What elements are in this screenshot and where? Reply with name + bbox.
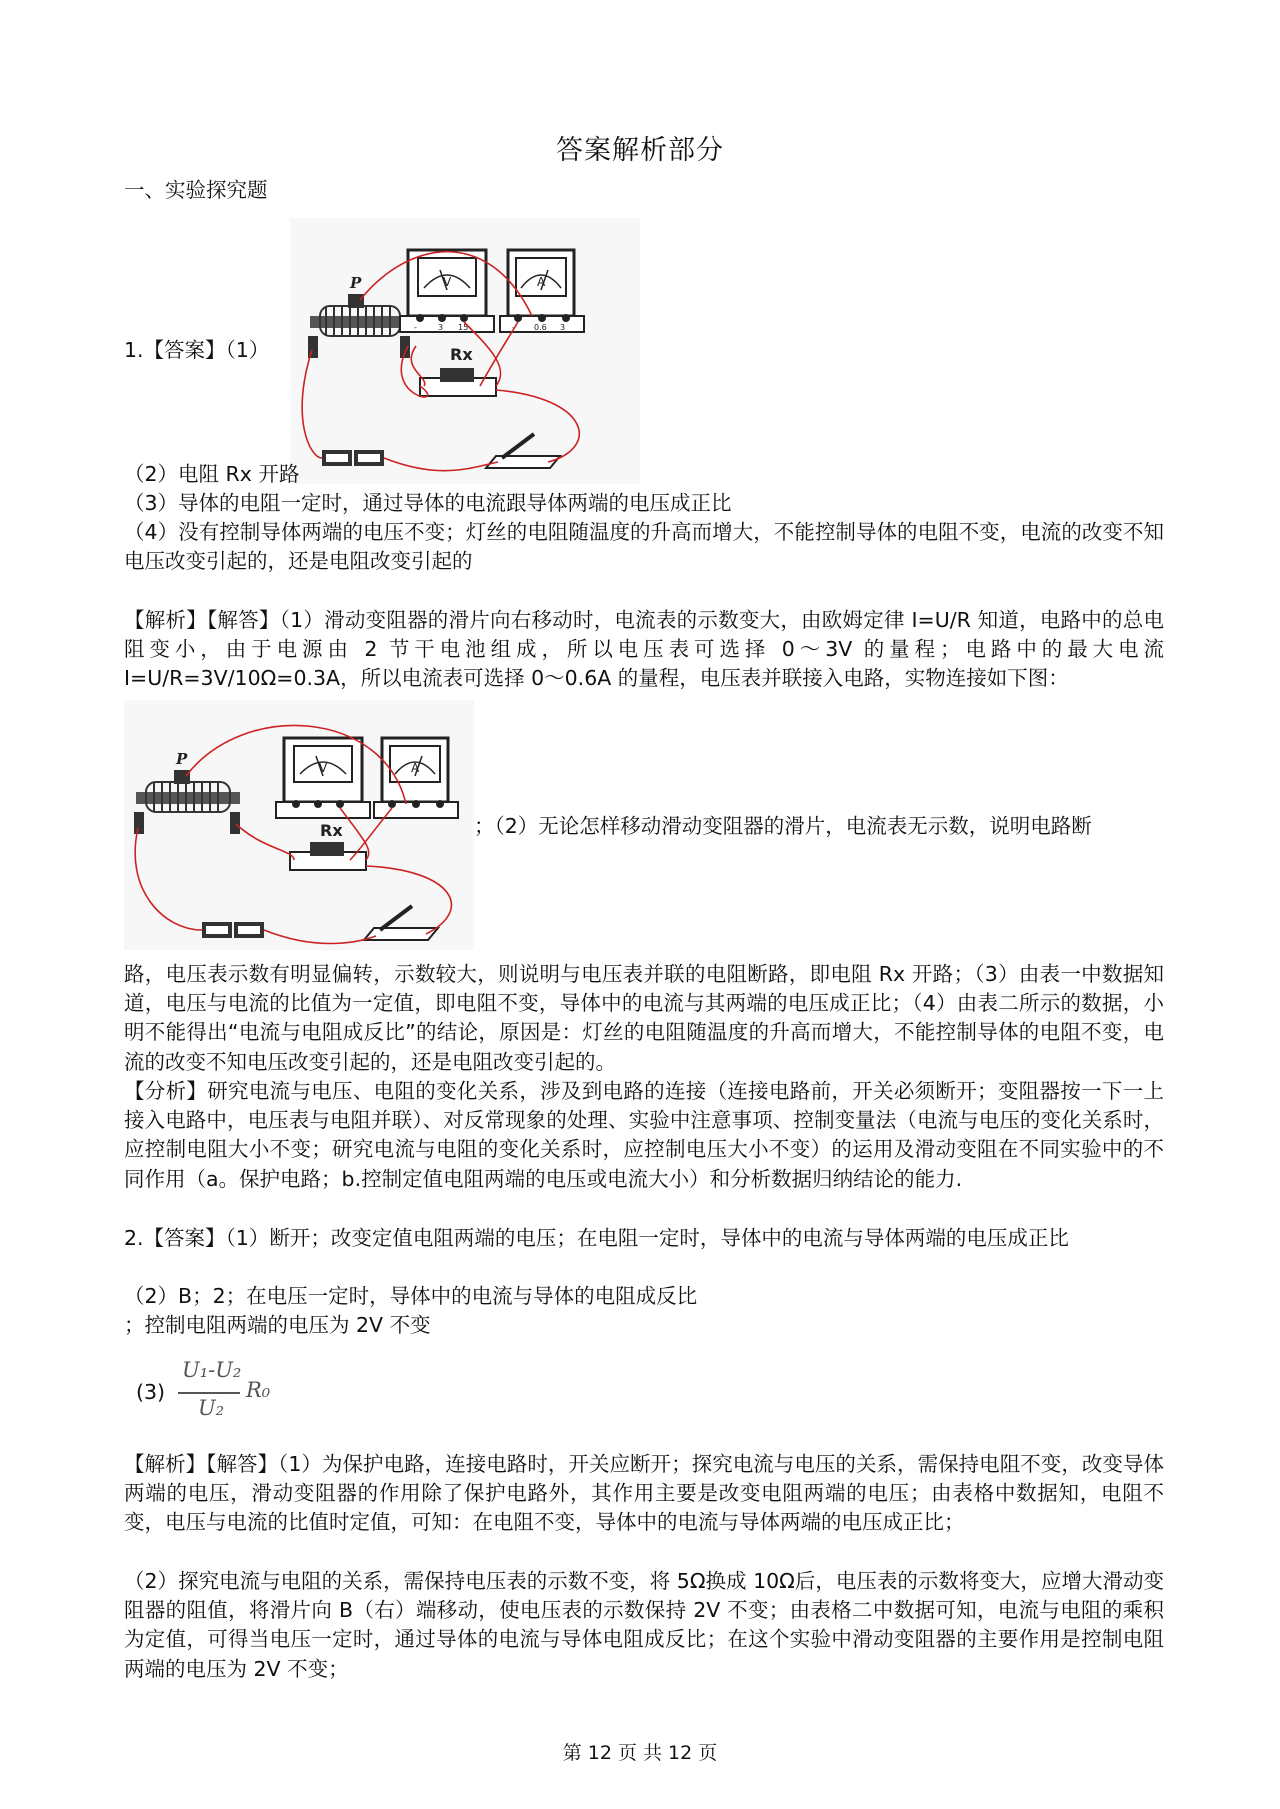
q2-answer2b: ；控制电阻两端的电压为 2V 不变: [124, 1313, 431, 1337]
rheostat-2: [134, 750, 240, 834]
ammeter-label-2: A: [411, 761, 420, 775]
formula-numerator: U₁-U₂: [182, 1358, 242, 1382]
q2-analysis1: 【解析】【解答】（1）为保护电路，连接电路时，开关应断开；探究电流与电压的关系，需保持电阻不变，改变导体两端的电压，滑动变阻器的作用除了保护电路外，其作用主要是改变电阻两端的电压；由表格中数据知，电阻不变，电压与电流的比值时定值，可知：在电阻不变，导体中的电流与导体两端的电压成正比；: [124, 1452, 1164, 1535]
rheostat-label-2: P: [176, 750, 188, 768]
voltmeter: [400, 250, 494, 332]
resistor-label-2: Rx: [320, 821, 343, 840]
circuit-figure-2: [124, 700, 474, 950]
circuit-diagram-2: [124, 700, 474, 950]
ammeter-terminal-neg: -: [512, 323, 515, 332]
formula-factor: R₀: [246, 1378, 271, 1402]
q1-ans4: （4）没有控制导体两端的电压不变；灯丝的电阻随温度的升高而增大，不能控制导体的电阻不变，电流的改变不知电压改变引起的，还是电阻改变引起的: [124, 520, 1164, 574]
voltmeter-2: [276, 738, 370, 818]
q1-after-figure: ；（2）无论怎样移动滑动变阻器的滑片，电流表无示数，说明电路断: [474, 814, 1092, 838]
rheostat-label: P: [350, 274, 362, 292]
page-title: 答案解析部分: [556, 135, 724, 166]
formula-fraction-bar: [178, 1392, 240, 1394]
formula-denominator: U₂: [198, 1396, 225, 1420]
q2-answer1: 2.【答案】（1）断开；改变定值电阻两端的电压；在电阻一定时，导体中的电流与导体两端的电压成正比: [124, 1226, 1069, 1250]
ammeter: [500, 250, 584, 332]
q2-answer3-label: (3): [136, 1380, 166, 1404]
ammeter-label: A: [537, 275, 546, 289]
q1-answer-label: 1.【答案】（1）: [124, 338, 270, 362]
voltmeter-terminal-3: 3: [438, 323, 444, 332]
ammeter-terminal-3: 3: [560, 323, 566, 332]
page-footer: 第 12 页 共 12 页: [562, 1742, 718, 1764]
q1-ans3: （3）导体的电阻一定时，通过导体的电流跟导体两端的电压成正比: [124, 491, 732, 515]
q2-analysis2: （2）探究电流与电阻的关系，需保持电压表的示数不变，将 5Ω换成 10Ω后，电压表的示数将变大，应增大滑动变阻器的阻值，将滑片向 B（右）端移动，使电压表的示数保持 2V 不变；由表格二中数据可知，电流与电阻的乘积为定值，可得当电压一定时，通过导体的电流与导体电阻成反比；在这个实验中滑动变阻器的主要作用是控制电阻两端的电压为 2V 不变；: [124, 1569, 1164, 1681]
section-heading: 一、实验探究题: [124, 178, 268, 202]
q1-analysis2: 路，电压表示数有明显偏转，示数较大，则说明与电压表并联的电阻断路，即电阻 Rx 开路；（3）由表一中数据知道，电压与电流的比值为一定值，即电阻不变，导体中的电流与其两端的电压成正比；（4）由表二所示的数据，小明不能得出“电流与电阻成反比”的结论，原因是：灯丝的电阻随温度的升高而增大，不能控制导体的电阻不变，电流的改变不知电压改变引起的，还是电阻改变引起的。: [124, 962, 1164, 1074]
resistor-rx: [420, 345, 496, 396]
battery-2: [202, 922, 264, 938]
switch-2: [364, 906, 438, 940]
voltmeter-terminal-15: 15: [458, 323, 469, 332]
resistor-label: Rx: [450, 345, 473, 364]
voltmeter-terminal-neg: -: [414, 323, 417, 332]
voltmeter-label: V: [443, 275, 452, 289]
formula: [170, 1358, 290, 1428]
q1-ans2: （2）电阻 Rx 开路: [124, 462, 300, 486]
circuit-figure-1: [290, 218, 640, 484]
q1-fenxi: 【分析】研究电流与电压、电阻的变化关系，涉及到电路的连接（连接电路前，开关必须断开；变阻器按一下一上接入电路中，电压表与电阻并联）、对反常现象的处理、实验中注意事项、控制变量法（电流与电压的变化关系时，应控制电阻大小不变；研究电流与电阻的变化关系时，应控制电压大小不变）的运用及滑动变阻在不同实验中的不同作用（a。保护电路；b.控制定值电阻两端的电压或电流大小）和分析数据归纳结论的能力.: [124, 1079, 1164, 1191]
battery: [322, 450, 384, 466]
ammeter-terminal-06: 0.6: [534, 323, 547, 332]
q1-analysis1: 【解析】【解答】（1）滑动变阻器的滑片向右移动时，电流表的示数变大，由欧姆定律 I=U/R 知道，电路中的总电阻变小，由于电源由 2 节干电池组成，所以电压表可选择 0～3V 的量程；电路中的最大电流 I=U/R=3V/10Ω=0.3A，所以电流表可选择 0～0.6A 的量程，电压表并联接入电路，实物连接如下图：: [124, 608, 1164, 691]
ammeter-2: [374, 738, 458, 818]
voltmeter-label-2: V: [319, 761, 328, 775]
rheostat: [308, 274, 410, 358]
circuit-diagram: [290, 218, 640, 484]
q2-answer2a: （2）B；2；在电压一定时，导体中的电流与导体的电阻成反比: [124, 1284, 698, 1308]
